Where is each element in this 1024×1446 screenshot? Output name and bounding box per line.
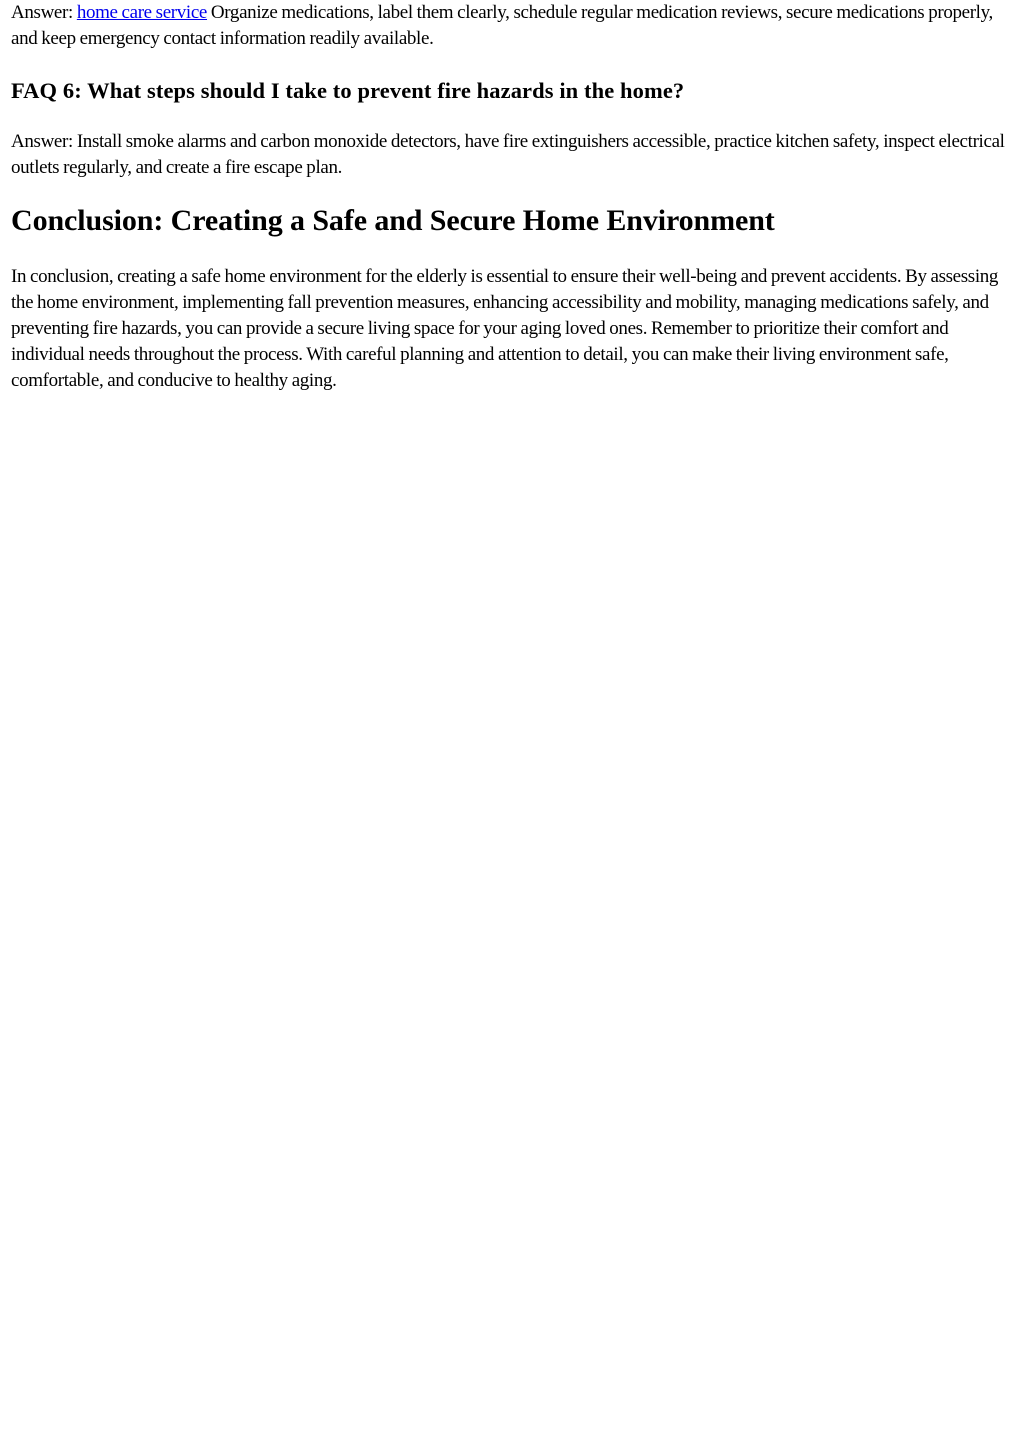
faq5-answer xyxy=(11,0,1008,52)
faq6-question-heading: FAQ 6: What steps should I take to prevent fire hazards in the home? xyxy=(11,78,685,103)
faq5-answer-text: Organize medications, label them clearly, schedule regular medication reviews, secure medications properly, and keep emergency contact information readily available. xyxy=(11,2,993,49)
faq5-answer-prefix: Answer: xyxy=(11,2,77,23)
conclusion-body: In conclusion, creating a safe home environment for the elderly is essential to ensure their well-being and prevent accidents. By assessing the home environment, implementing fall prevention measures, enhancing accessibility and mobility, managing medications safely, and preventing fire hazards, you can provide a secure living space for your aging loved ones. Remember to prioritize their comfort and individual needs throughout the process. With careful planning and attention to detail, you can make their living environment safe, comfortable, and conducive to healthy aging. xyxy=(11,266,999,391)
faq6-answer: Answer: Install smoke alarms and carbon monoxide detectors, have fire extinguishers accessible, practice kitchen safety, inspect electrical outlets regularly, and create a fire escape plan. xyxy=(11,131,1005,178)
home-care-service-link[interactable]: home care service xyxy=(76,2,208,23)
conclusion-heading: Conclusion: Creating a Safe and Secure Home Environment xyxy=(11,204,775,237)
